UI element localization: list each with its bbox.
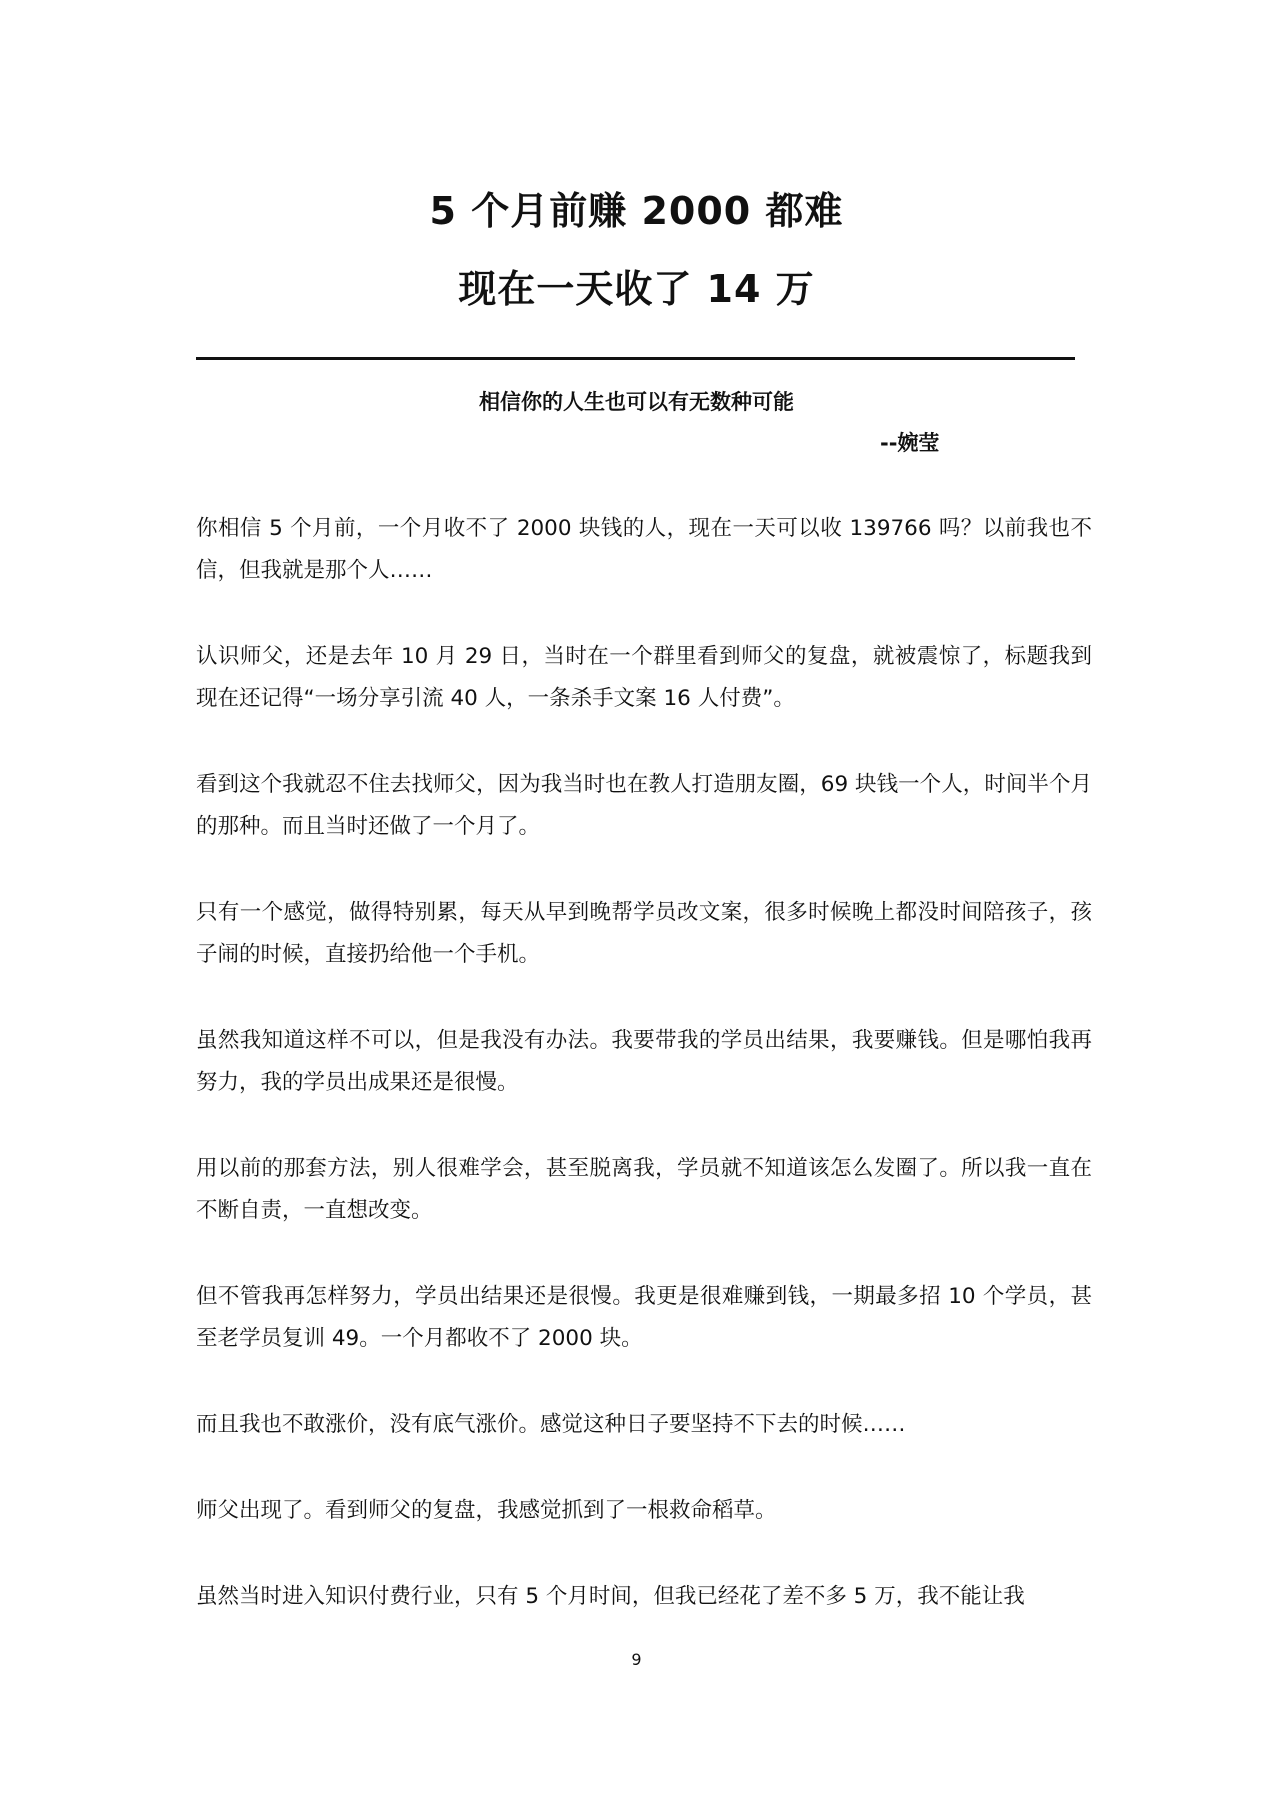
paragraph: 但不管我再怎样努力，学员出结果还是很慢。我更是很难赚到钱，一期最多招 10 个学员，甚至老学员复训 49。一个月都收不了 2000 块。 (196, 1284, 1092, 1351)
paragraph: 你相信 5 个月前，一个月收不了 2000 块钱的人，现在一天可以收 139766 吗？以前我也不信，但我就是那个人…… (196, 516, 1092, 583)
article-body (196, 508, 1092, 1662)
paragraph: 师父出现了。看到师父的复盘，我感觉抓到了一根救命稻草。 (196, 1498, 777, 1523)
paragraph: 看到这个我就忍不住去找师父，因为我当时也在教人打造朋友圈，69 块钱一个人，时间半个月的那种。而且当时还做了一个月了。 (196, 772, 1092, 839)
title-line-2: 现在一天收了 14 万 (458, 267, 815, 311)
paragraph: 只有一个感觉，做得特别累，每天从早到晚帮学员改文案，很多时候晚上都没时间陪孩子，孩子闹的时候，直接扔给他一个手机。 (196, 900, 1092, 967)
page-number: 9 (631, 1650, 642, 1669)
motto: 相信你的人生也可以有无数种可能 (479, 390, 794, 414)
title-line-1: 5 个月前赚 2000 都难 (429, 189, 844, 233)
paragraph: 而且我也不敢涨价，没有底气涨价。感觉这种日子要坚持不下去的时候…… (196, 1412, 906, 1437)
paragraph: 虽然当时进入知识付费行业，只有 5 个月时间，但我已经花了差不多 5 万，我不能让我 (196, 1584, 1025, 1609)
paragraph: 虽然我知道这样不可以，但是我没有办法。我要带我的学员出结果，我要赚钱。但是哪怕我再努力，我的学员出成果还是很慢。 (196, 1028, 1092, 1095)
title-divider (196, 357, 1075, 360)
paragraph: 用以前的那套方法，别人很难学会，甚至脱离我，学员就不知道该怎么发圈了。所以我一直在不断自责，一直想改变。 (196, 1156, 1092, 1223)
signature: --婉莹 (880, 431, 940, 455)
paragraph: 认识师父，还是去年 10 月 29 日，当时在一个群里看到师父的复盘，就被震惊了，标题我到现在还记得“一场分享引流 40 人，一条杀手文案 16 人付费”。 (196, 644, 1092, 711)
